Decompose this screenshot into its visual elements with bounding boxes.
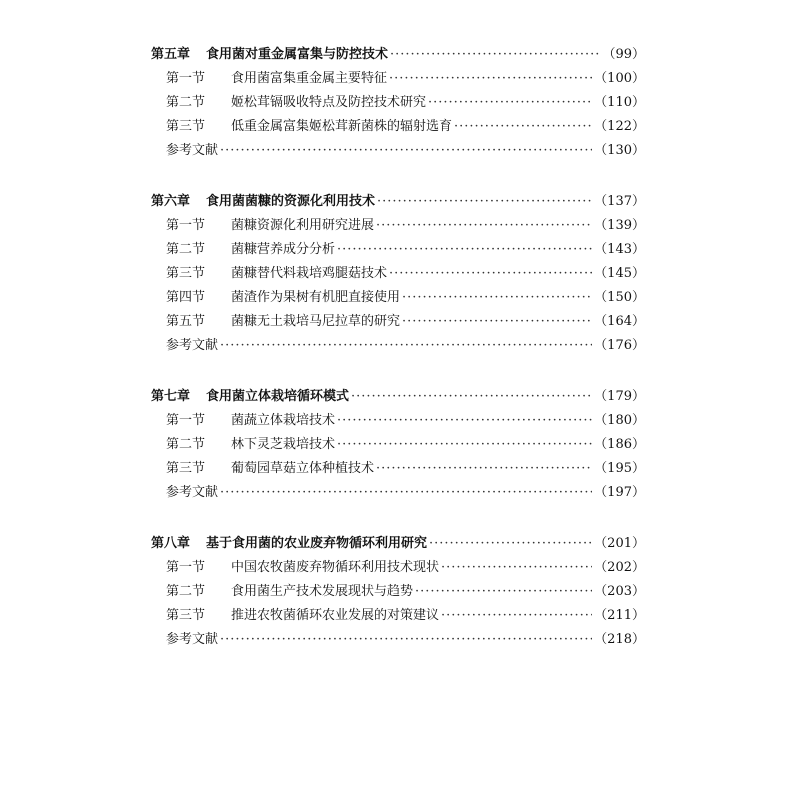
section-page-number: （145） [594,266,645,281]
section-entry[interactable] [151,214,645,238]
chapter-number: 第六章 [151,194,191,209]
section-entry[interactable] [151,604,645,628]
section-title: 菌糠无土栽培马尼拉草的研究 [231,314,401,329]
chapter-title: 食用菌菌糠的资源化利用技术 [206,194,376,209]
section-number: 第二节 [166,584,206,599]
section-page-number: （130） [594,143,645,158]
section-title: 食用菌富集重金属主要特征 [231,71,388,86]
section-title: 参考文献 [166,143,219,158]
section-title: 推进农牧菌循环农业发展的对策建议 [231,608,440,623]
section-title: 食用菌生产技术发展现状与趋势 [231,584,414,599]
section-page-number: （176） [594,338,645,353]
section-page-number: （110） [594,95,645,110]
section-page-number: （202） [594,560,645,575]
section-entry[interactable] [151,91,645,115]
dot-leader [402,310,592,334]
section-page-number: （211） [594,608,645,623]
section-title: 葡萄园草菇立体种植技术 [231,461,375,476]
references-entry[interactable] [151,139,645,163]
section-number: 第三节 [166,266,206,281]
chapter-entry[interactable] [151,43,645,67]
chapter-number: 第七章 [151,389,191,404]
section-title: 菌糠资源化利用研究进展 [231,218,375,233]
section-entry[interactable] [151,115,645,139]
chapter-number: 第五章 [151,47,191,62]
dot-leader [389,262,592,286]
dot-leader [428,91,592,115]
section-page-number: （143） [594,242,645,257]
section-page-number: （150） [594,290,645,305]
section-number: 第三节 [166,461,206,476]
chapter-page-number: （137） [594,194,645,209]
section-entry[interactable] [151,238,645,262]
dot-leader [376,214,592,238]
dot-leader [220,334,592,358]
chapter-entry[interactable] [151,532,645,556]
chapter-number: 第八章 [151,536,191,551]
section-page-number: （195） [594,461,645,476]
section-page-number: （180） [594,413,645,428]
section-entry[interactable] [151,580,645,604]
section-number: 第一节 [166,218,206,233]
section-entry[interactable] [151,286,645,310]
section-entry[interactable] [151,262,645,286]
section-title: 菌糠营养成分分析 [231,242,336,257]
section-title: 参考文献 [166,485,219,500]
chapter-block [151,190,645,358]
section-number: 第一节 [166,413,206,428]
dot-leader [390,43,600,67]
section-page-number: （100） [594,71,645,86]
section-page-number: （203） [594,584,645,599]
section-page-number: （164） [594,314,645,329]
section-entry[interactable] [151,67,645,91]
section-entry[interactable] [151,310,645,334]
section-page-number: （197） [594,485,645,500]
section-entry[interactable] [151,409,645,433]
section-number: 第二节 [166,242,206,257]
section-number: 第四节 [166,290,206,305]
section-entry[interactable] [151,556,645,580]
section-page-number: （186） [594,437,645,452]
chapter-page-number: （201） [594,536,645,551]
dot-leader [220,481,592,505]
chapter-entry[interactable] [151,385,645,409]
dot-leader [351,385,592,409]
section-title: 参考文献 [166,632,219,647]
section-title: 林下灵芝栽培技术 [231,437,336,452]
section-title: 参考文献 [166,338,219,353]
chapter-block [151,532,645,652]
section-number: 第一节 [166,71,206,86]
chapter-block [151,43,645,163]
chapter-page-number: （99） [602,47,645,62]
dot-leader [429,532,592,556]
section-page-number: （139） [594,218,645,233]
dot-leader [389,67,592,91]
chapter-title: 食用菌对重金属富集与防控技术 [206,47,389,62]
chapter-title: 食用菌立体栽培循环模式 [206,389,350,404]
dot-leader [402,286,592,310]
section-number: 第三节 [166,119,206,134]
section-number: 第二节 [166,95,206,110]
references-entry[interactable] [151,481,645,505]
section-title: 菌渣作为果树有机肥直接使用 [231,290,401,305]
section-title: 菌糠替代料栽培鸡腿菇技术 [231,266,388,281]
dot-leader [415,580,592,604]
section-title: 低重金属富集姬松茸新菌株的辐射选育 [231,119,453,134]
chapter-title: 基于食用菌的农业废弃物循环利用研究 [206,536,428,551]
chapter-entry[interactable] [151,190,645,214]
chapter-page-number: （179） [594,389,645,404]
chapter-block [151,385,645,505]
dot-leader [441,556,592,580]
section-page-number: （218） [594,632,645,647]
section-number: 第二节 [166,437,206,452]
section-number: 第五节 [166,314,206,329]
section-number: 第三节 [166,608,206,623]
section-title: 菌蔬立体栽培技术 [231,413,336,428]
dot-leader [377,190,592,214]
dot-leader [441,604,592,628]
dot-leader [376,457,592,481]
references-entry[interactable] [151,334,645,358]
table-of-contents [151,43,645,679]
section-number: 第一节 [166,560,206,575]
section-title: 中国农牧菌废弃物循环利用技术现状 [231,560,440,575]
dot-leader [220,139,592,163]
section-entry[interactable] [151,457,645,481]
section-page-number: （122） [594,119,645,134]
dot-leader [337,409,592,433]
section-title: 姬松茸镉吸收特点及防控技术研究 [231,95,427,110]
dot-leader [337,238,592,262]
references-entry[interactable] [151,628,645,652]
section-entry[interactable] [151,433,645,457]
dot-leader [337,433,592,457]
dot-leader [454,115,592,139]
dot-leader [220,628,592,652]
